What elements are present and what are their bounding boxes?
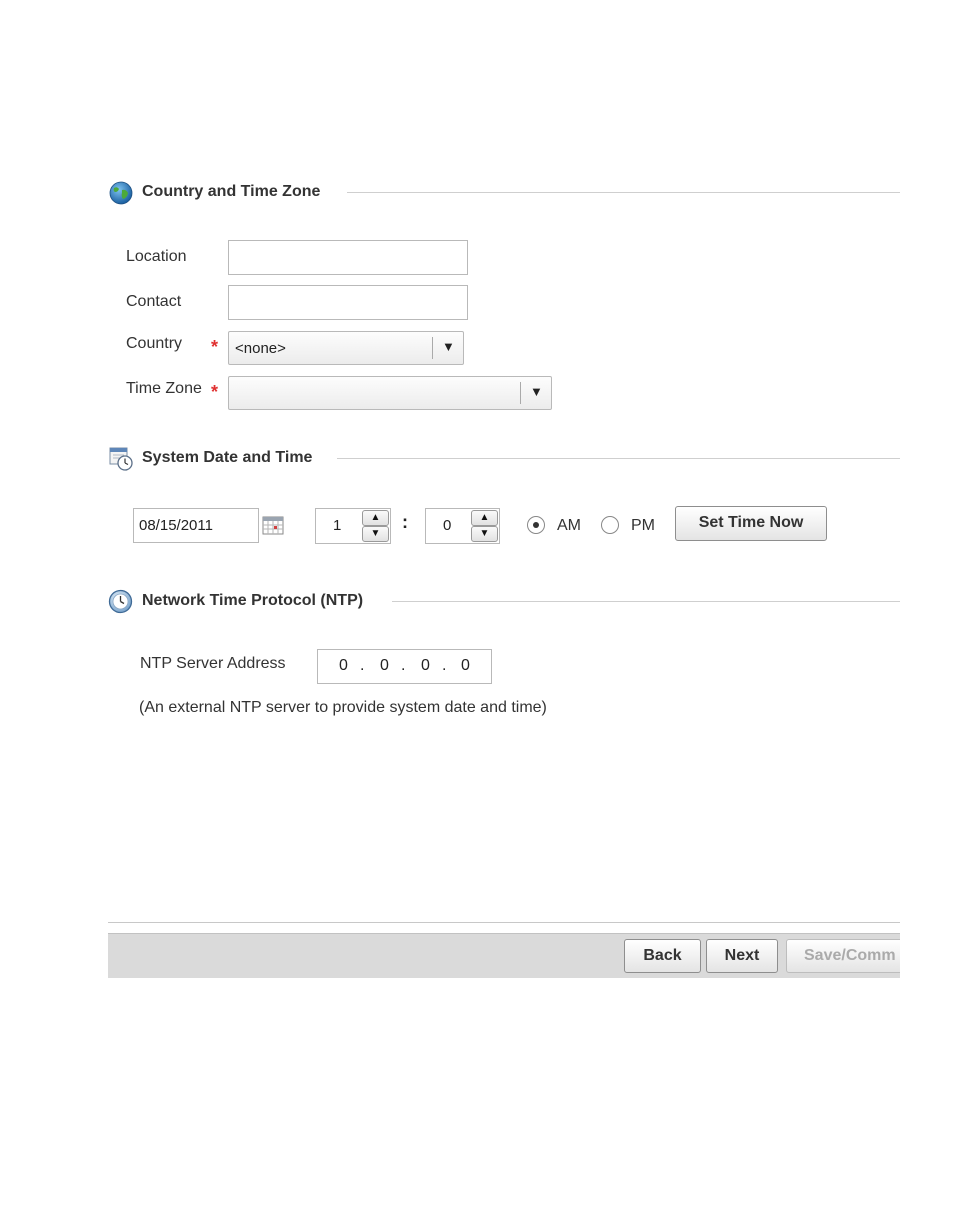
calendar-icon[interactable]	[262, 516, 284, 535]
minute-input[interactable]: 0	[425, 508, 500, 544]
calendar-clock-icon	[108, 446, 134, 472]
chevron-down-icon[interactable]: ▼	[530, 384, 543, 399]
location-label: Location	[126, 248, 187, 265]
country-required-marker: *	[211, 337, 219, 357]
chevron-down-icon[interactable]: ▼	[442, 339, 455, 354]
globe-icon	[109, 181, 133, 205]
timezone-select[interactable]	[228, 376, 552, 410]
contact-input[interactable]	[228, 285, 468, 320]
am-radio[interactable]	[527, 516, 545, 534]
footer-divider	[108, 922, 900, 923]
ntp-dot: .	[401, 657, 406, 674]
ntp-octet-1: 0	[339, 657, 348, 674]
ntp-server-input[interactable]	[317, 649, 492, 684]
ntp-octet-4: 0	[461, 657, 470, 674]
ntp-server-label: NTP Server Address	[140, 655, 286, 672]
time-separator: :	[402, 512, 408, 532]
section-divider	[347, 192, 900, 193]
country-select[interactable]	[228, 331, 464, 365]
timezone-label: Time Zone	[126, 380, 202, 397]
section-title-country-tz: Country and Time Zone	[142, 183, 321, 200]
ntp-dot: .	[360, 657, 365, 674]
timezone-required-marker: *	[211, 382, 219, 402]
pm-radio[interactable]	[601, 516, 619, 534]
back-button[interactable]: Back	[624, 939, 701, 973]
contact-label: Contact	[126, 293, 182, 310]
am-label: AM	[557, 517, 581, 534]
minute-increment-button[interactable]: ▲	[471, 510, 498, 526]
next-button[interactable]: Next	[706, 939, 778, 973]
radio-selected-dot	[533, 522, 539, 528]
ntp-octet-2: 0	[380, 657, 389, 674]
select-separator	[520, 382, 521, 404]
ntp-help-text: (An external NTP server to provide system date and time)	[139, 699, 547, 716]
section-title-datetime: System Date and Time	[142, 449, 313, 466]
pm-label: PM	[631, 517, 655, 534]
section-divider	[392, 601, 900, 602]
hour-increment-button[interactable]: ▲	[362, 510, 389, 526]
save-commit-button[interactable]: Save/Comm	[786, 939, 900, 973]
location-input[interactable]	[228, 240, 468, 275]
minute-decrement-button[interactable]: ▼	[471, 526, 498, 542]
country-label: Country	[126, 335, 183, 352]
footer-bar	[108, 933, 900, 978]
ntp-dot: .	[442, 657, 447, 674]
select-separator	[432, 337, 433, 359]
section-divider	[337, 458, 900, 459]
country-select-value: <none>	[235, 340, 286, 357]
date-input[interactable]: 08/15/2011	[133, 508, 259, 543]
section-title-ntp: Network Time Protocol (NTP)	[142, 592, 364, 609]
ntp-octet-3: 0	[421, 657, 430, 674]
hour-decrement-button[interactable]: ▼	[362, 526, 389, 542]
hour-input[interactable]: 1	[315, 508, 391, 544]
set-time-now-button[interactable]: Set Time Now	[675, 506, 827, 541]
clock-icon	[108, 589, 133, 614]
